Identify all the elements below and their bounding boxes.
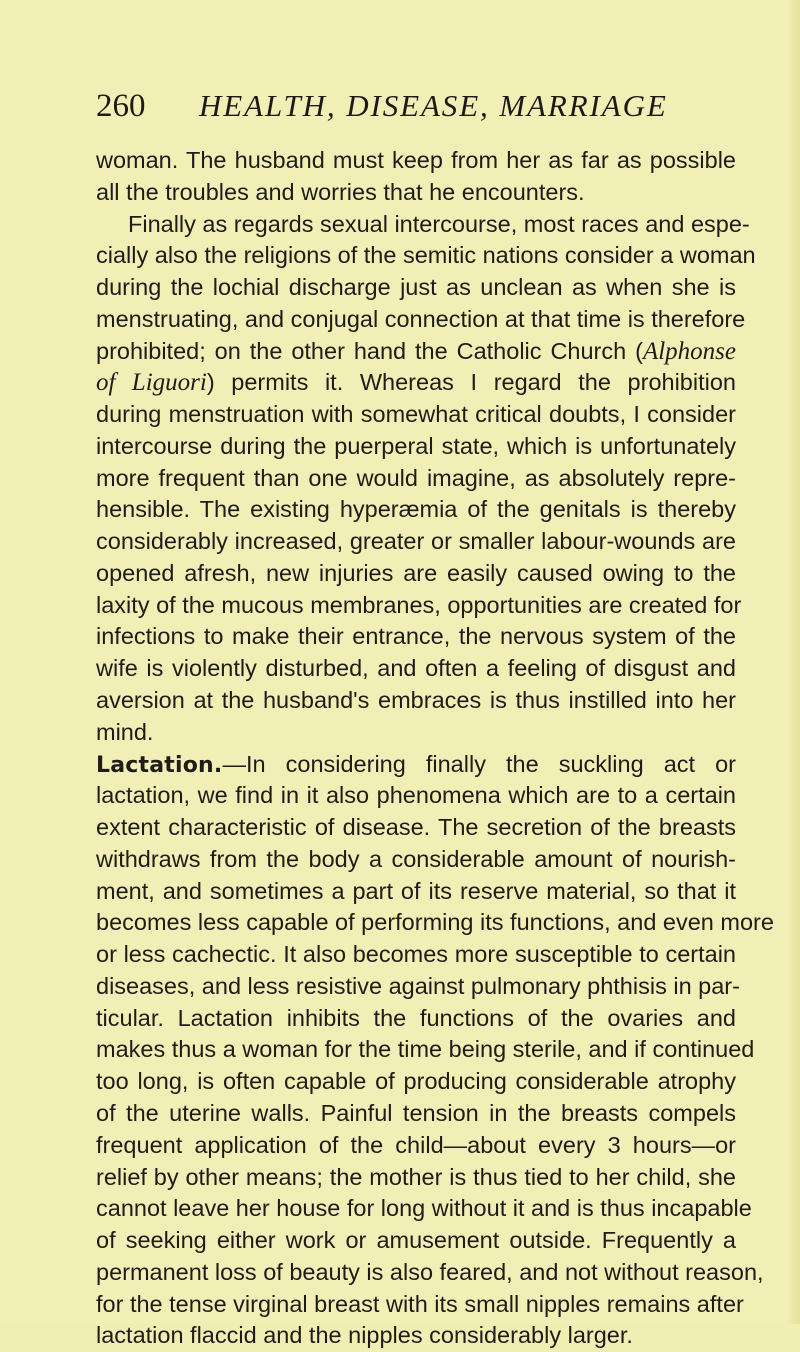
body-line-text: lactation flaccid and the nipples considerably larger.: [96, 1322, 633, 1349]
body-line-text: —In considering finally the suckling act or: [222, 750, 736, 777]
body-line: [96, 1098, 736, 1130]
body-line: [96, 717, 736, 749]
body-line: [96, 177, 736, 209]
body-line-text: becomes less capable of performing its functions, and even more: [96, 909, 774, 936]
body-line-text: Finally as regards sexual intercourse, most races and espe-: [128, 210, 750, 237]
body-line: [96, 1003, 736, 1035]
body-line: [96, 653, 736, 685]
page-header: [96, 86, 716, 134]
italic-name: Alphonse: [642, 337, 736, 365]
body-line-text: ) permits it. Whereas I regard the prohibition: [206, 369, 736, 396]
page-number: 260: [96, 88, 146, 124]
body-line-text: mind.: [96, 718, 154, 745]
body-line-text: prohibited; on the other hand the Catholic Church (: [96, 337, 643, 364]
body-line-text: laxity of the mucous membranes, opportunities are created for: [96, 591, 742, 618]
body-line: [96, 1193, 752, 1225]
body-line-text: makes thus a woman for the time being sterile, and if continued: [96, 1036, 755, 1063]
body-line: [96, 145, 736, 177]
body-line-text: during menstruation with somewhat critical doubts, I consider: [96, 401, 736, 428]
page-edge-shadow: [786, 0, 800, 1324]
body-line-text: cially also the religions of the semitic nations consider a woman: [96, 242, 756, 269]
body-line-text: of seeking either work or amusement outside. Frequently a: [96, 1227, 736, 1254]
body-line-text: withdraws from the body a considerable amount of nourish-: [96, 845, 736, 872]
body-line: [96, 431, 736, 463]
body-line: [96, 399, 736, 431]
body-line: [96, 907, 774, 939]
section-heading: Lactation.: [96, 752, 223, 778]
body-line: [96, 939, 736, 971]
body-line-text: relief by other means; the mother is thus tied to her child, she: [96, 1163, 736, 1190]
body-line-text: intercourse during the puerperal state, which is unfortunately: [96, 432, 736, 459]
body-line-text: infections to make their entrance, the nervous system of the: [96, 623, 736, 650]
body-line: [96, 1162, 736, 1194]
body-line-text: woman. The husband must keep from her as far as possible: [96, 147, 736, 173]
body-line: [96, 1320, 736, 1352]
body-line-text: during the lochial discharge just as unclean as when she is: [96, 274, 736, 301]
body-line-text: menstruating, and conjugal connection at that time is therefore: [96, 305, 746, 332]
italic-name: of Liguori: [96, 369, 207, 397]
body-line-text: frequent application of the child—about every 3 hours—or: [96, 1131, 736, 1158]
body-line: [96, 685, 736, 717]
body-line: [96, 367, 736, 399]
body-line: [96, 1034, 755, 1066]
body-line: [96, 240, 756, 272]
body-line-text: lactation, we find in it also phenomena which are to a certain: [96, 782, 736, 809]
body-line: [96, 780, 736, 812]
body-line-text: cannot leave her house for long without it and is thus incapable: [96, 1195, 752, 1222]
body-line-text: ticular. Lactation inhibits the functions of the ovaries and: [96, 1004, 736, 1031]
body-line: [96, 526, 736, 558]
body-line: [96, 463, 736, 495]
body-line-text: ment, and sometimes a part of its reserve material, so that it: [96, 877, 736, 904]
body-line: [96, 844, 736, 876]
body-line-text: permanent loss of beauty is also feared, and not without reason,: [96, 1258, 764, 1285]
body-line-text: or less cachectic. It also becomes more susceptible to certain: [96, 941, 736, 968]
body-line-text: diseases, and less resistive against pulmonary phthisis in par-: [96, 972, 740, 999]
body-line-text: of the uterine walls. Painful tension in the breasts compels: [96, 1099, 736, 1126]
body-line-text: more frequent than one would imagine, as absolutely repre-: [96, 464, 736, 491]
body-line: [96, 209, 750, 241]
body-line: [96, 1225, 736, 1257]
body-line: [96, 1066, 736, 1098]
body-line: [96, 1289, 744, 1321]
body-line: [96, 272, 736, 304]
body-line-text: hensible. The existing hyperæmia of the genitals is thereby: [96, 496, 736, 523]
body-line: [96, 749, 736, 781]
body-line-text: aversion at the husband's embraces is thus instilled into her: [96, 687, 736, 714]
body-line: [96, 558, 736, 590]
body-line: [96, 1130, 736, 1162]
body-line-text: for the tense virginal breast with its small nipples remains after: [96, 1290, 744, 1317]
body-line: [96, 494, 736, 526]
body-line-text: extent characteristic of disease. The secretion of the breasts: [96, 814, 736, 841]
body-line-text: considerably increased, greater or smaller labour-wounds are: [96, 528, 736, 555]
body-line-text: opened afresh, new injuries are easily caused owing to the: [96, 559, 736, 586]
body-line-text: all the troubles and worries that he encounters.: [96, 178, 585, 205]
body-line: [96, 336, 736, 368]
body-line-text: too long, is often capable of producing considerable atrophy: [96, 1068, 736, 1095]
body-line: [96, 812, 736, 844]
body-line: [96, 971, 740, 1003]
body-line: [96, 1257, 764, 1289]
page-body: [96, 145, 774, 1352]
body-line: [96, 621, 736, 653]
body-line: [96, 304, 746, 336]
body-line-text: wife is violently disturbed, and often a feeling of disgust and: [96, 655, 736, 682]
running-head: HEALTH, DISEASE, MARRIAGE: [199, 88, 668, 123]
body-line: [96, 876, 736, 908]
body-line: [96, 590, 742, 622]
